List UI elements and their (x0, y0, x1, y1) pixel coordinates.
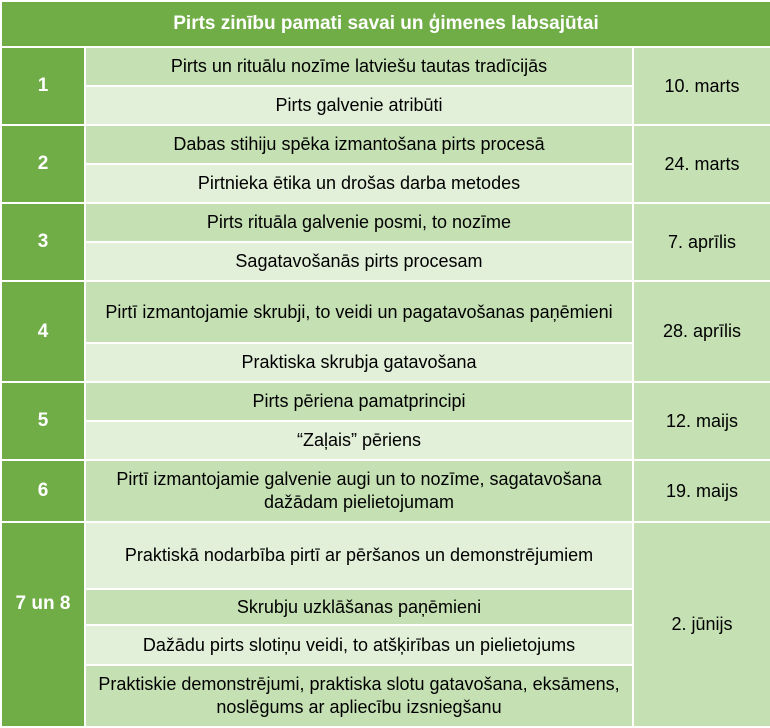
title-row (1, 1, 770, 47)
topic-cell: Sagatavošanās pirts procesam (85, 242, 633, 281)
table-row (1, 522, 770, 589)
session-date: 2. jūnijs (633, 522, 770, 727)
topic-cell: Pirtī izmantojamie skrubji, to veidi un pagatavošanas paņēmieni (85, 281, 633, 343)
topic-cell: Praktiskie demonstrējumi, praktiska slotu gatavošana, eksāmens, noslēgums ar apliecību izsniegšanu (85, 665, 633, 727)
topic-cell: Praktiska skrubja gatavošana (85, 343, 633, 382)
session-date: 12. maijs (633, 382, 770, 460)
topic-cell: Pirts galvenie atribūti (85, 86, 633, 125)
session-date: 7. aprīlis (633, 203, 770, 281)
session-number: 7 un 8 (1, 522, 85, 727)
session-number: 3 (1, 203, 85, 281)
table-row (1, 203, 770, 242)
session-number: 1 (1, 47, 85, 125)
topic-cell: Pirtī izmantojamie galvenie augi un to nozīme, sagatavošana dažādam pielietojumam (85, 460, 633, 522)
table-row (1, 460, 770, 522)
session-date: 24. marts (633, 125, 770, 203)
session-number: 5 (1, 382, 85, 460)
topic-cell: “Zaļais” pēriens (85, 421, 633, 460)
session-number: 6 (1, 460, 85, 522)
session-date: 28. aprīlis (633, 281, 770, 382)
topic-cell: Dažādu pirts slotiņu veidi, to atšķirības un pielietojums (85, 625, 633, 665)
topic-cell: Pirtnieka ētika un drošas darba metodes (85, 164, 633, 203)
table-row (1, 281, 770, 343)
table-title: Pirts zinību pamati savai un ģimenes labsajūtai (1, 1, 770, 47)
session-date: 10. marts (633, 47, 770, 125)
table-row (1, 382, 770, 421)
topic-cell: Skrubju uzklāšanas paņēmieni (85, 589, 633, 625)
table-row (1, 47, 770, 86)
session-date: 19. maijs (633, 460, 770, 522)
topic-cell: Praktiskā nodarbība pirtī ar pēršanos un demonstrējumiem (85, 522, 633, 589)
topic-cell: Dabas stihiju spēka izmantošana pirts procesā (85, 125, 633, 164)
table-row (1, 125, 770, 164)
topic-cell: Pirts rituāla galvenie posmi, to nozīme (85, 203, 633, 242)
topic-cell: Pirts pēriena pamatprincipi (85, 382, 633, 421)
session-number: 4 (1, 281, 85, 382)
session-number: 2 (1, 125, 85, 203)
topic-cell: Pirts un rituālu nozīme latviešu tautas tradīcijās (85, 47, 633, 86)
